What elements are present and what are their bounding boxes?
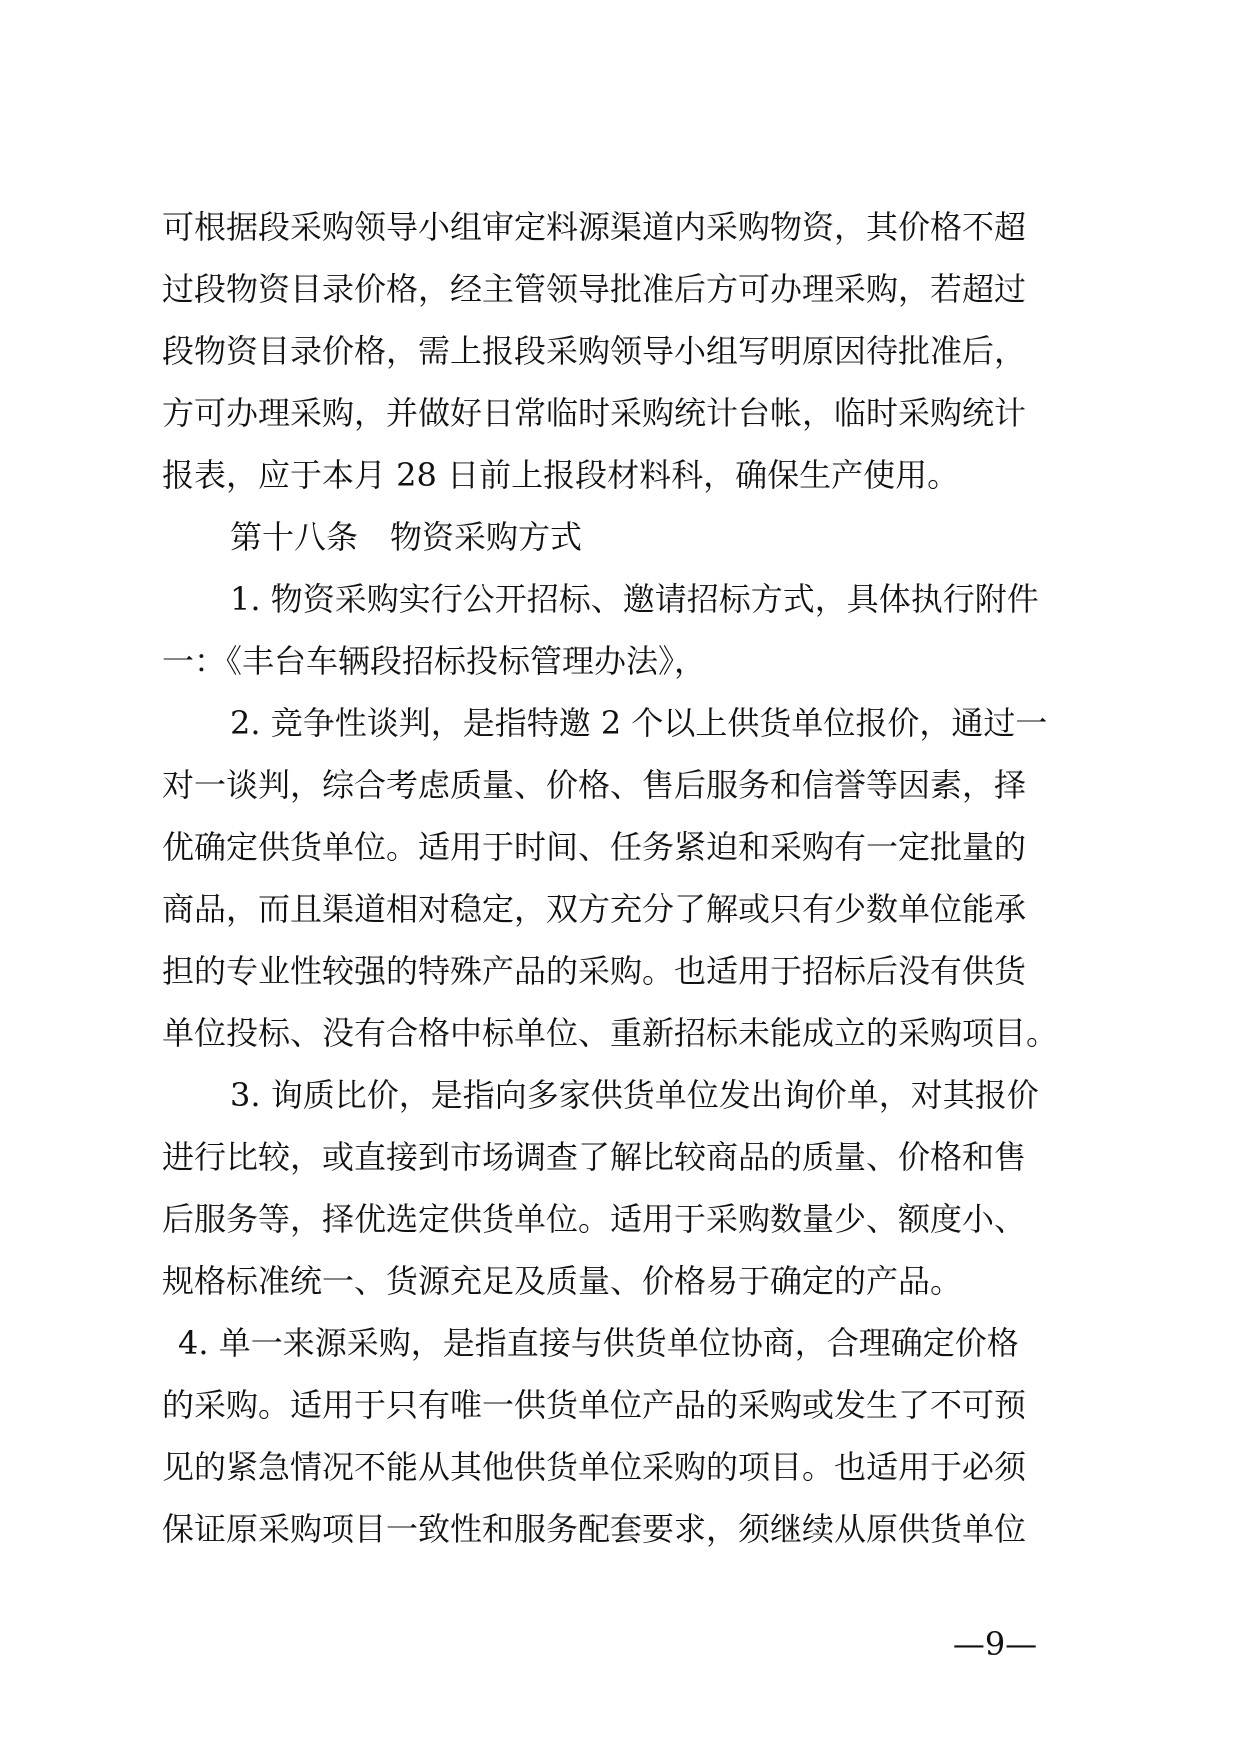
body-text-line: 单位投标、没有合格中标单位、重新招标未能成立的采购项目。 xyxy=(162,1014,1059,1052)
body-text-line: 对一谈判，综合考虑质量、价格、售后服务和信誉等因素，择 xyxy=(162,766,1027,804)
body-text-line: 见的紧急情况不能从其他供货单位采购的项目。也适用于必须 xyxy=(162,1448,1027,1486)
body-text-line: 商品，而且渠道相对稳定，双方充分了解或只有少数单位能承 xyxy=(162,890,1027,928)
body-text-line: 2. 竞争性谈判，是指特邀 2 个以上供货单位报价，通过一 xyxy=(230,704,1048,742)
body-text-line: 3. 询质比价，是指向多家供货单位发出询价单，对其报价 xyxy=(230,1076,1039,1114)
body-text-line: 报表，应于本月 28 日前上报段材料科，确保生产使用。 xyxy=(162,456,960,494)
body-text-line: 可根据段采购领导小组审定料源渠道内采购物资，其价格不超 xyxy=(162,208,1027,246)
body-text-line: 规格标准统一、货源充足及质量、价格易于确定的产品。 xyxy=(162,1262,963,1300)
body-text-line: 的采购。适用于只有唯一供货单位产品的采购或发生了不可预 xyxy=(162,1386,1027,1424)
body-text-line: 后服务等，择优选定供货单位。适用于采购数量少、额度小、 xyxy=(162,1200,1027,1238)
body-text-line: 担的专业性较强的特殊产品的采购。也适用于招标后没有供货 xyxy=(162,952,1027,990)
body-text-line: 优确定供货单位。适用于时间、任务紧迫和采购有一定批量的 xyxy=(162,828,1027,866)
body-text-line: 进行比较，或直接到市场调查了解比较商品的质量、价格和售 xyxy=(162,1138,1027,1176)
article-heading: 第十八条 物资采购方式 xyxy=(230,518,583,556)
body-text-line: 段物资目录价格，需上报段采购领导小组写明原因待批准后， xyxy=(162,332,1027,370)
page-number: —9— xyxy=(952,1625,1038,1663)
body-text-line: 4. 单一来源采购，是指直接与供货单位协商，合理确定价格 xyxy=(178,1324,1019,1362)
body-text-line: 一：《丰台车辆段招标投标管理办法》， xyxy=(162,642,707,680)
body-text-line: 1. 物资采购实行公开招标、邀请招标方式，具体执行附件 xyxy=(230,580,1039,618)
body-text-line: 过段物资目录价格，经主管领导批准后方可办理采购，若超过 xyxy=(162,270,1027,308)
body-text-line: 方可办理采购，并做好日常临时采购统计台帐，临时采购统计 xyxy=(162,394,1027,432)
body-text-line: 保证原采购项目一致性和服务配套要求，须继续从原供货单位 xyxy=(162,1510,1027,1548)
